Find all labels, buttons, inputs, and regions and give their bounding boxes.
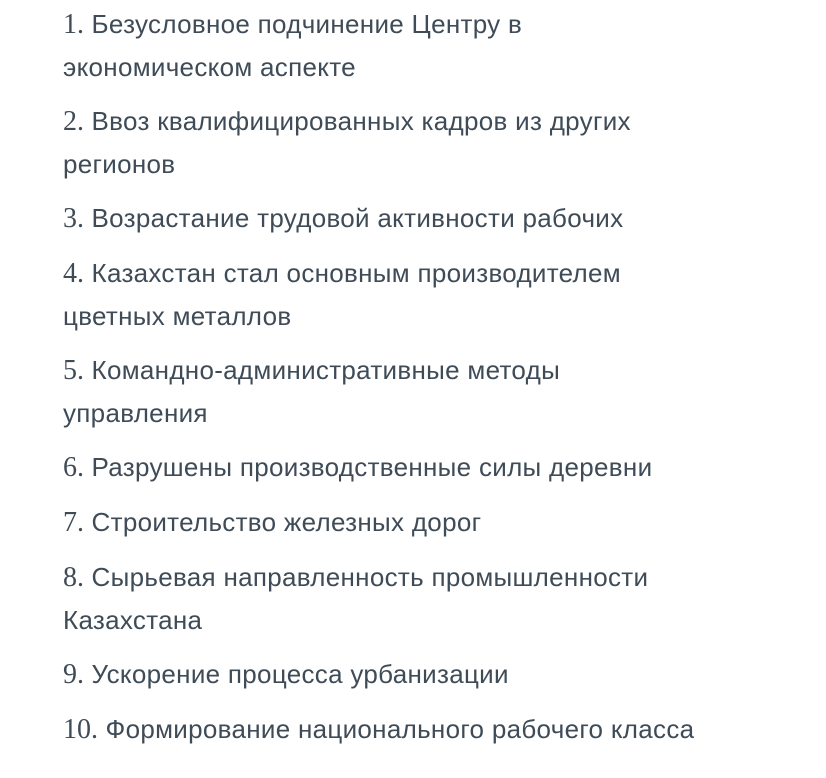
list-item [63,708,703,751]
item-number: 2. [63,106,84,137]
item-number: 9. [63,659,84,690]
item-number: 8. [63,562,84,593]
list-item [63,556,703,641]
item-number: 4. [63,258,84,289]
item-number: 1. [63,9,84,40]
item-text: Ускорение процесса урбанизации [91,659,509,689]
item-text: Строительство железных дорог [91,507,482,537]
item-number: 6. [63,452,84,483]
item-text: Казахстан стал основным производителем цветных металлов [63,258,621,331]
item-text: Формирование национального рабочего класса [105,714,695,744]
item-number: 7. [63,507,84,538]
item-text: Командно-административные методы управления [63,355,561,428]
item-text: Ввоз квалифицированных кадров из других регионов [63,106,631,179]
item-number: 10. [63,714,98,745]
list-item [63,100,703,185]
list-item [63,3,703,88]
list-item [63,197,703,240]
item-text: Разрушены производственные силы деревни [91,452,653,482]
item-number: 5. [63,355,84,386]
list-item [63,252,703,337]
list-item [63,349,703,434]
list-item [63,653,703,696]
item-text: Сырьевая направленность промышленности Казахстана [63,562,649,635]
item-number: 3. [63,203,84,234]
list-item [63,501,703,544]
item-text: Возрастание трудовой активности рабочих [91,203,624,233]
list-item [63,446,703,489]
item-text: Безусловное подчинение Центру в экономическом аспекте [63,9,523,82]
